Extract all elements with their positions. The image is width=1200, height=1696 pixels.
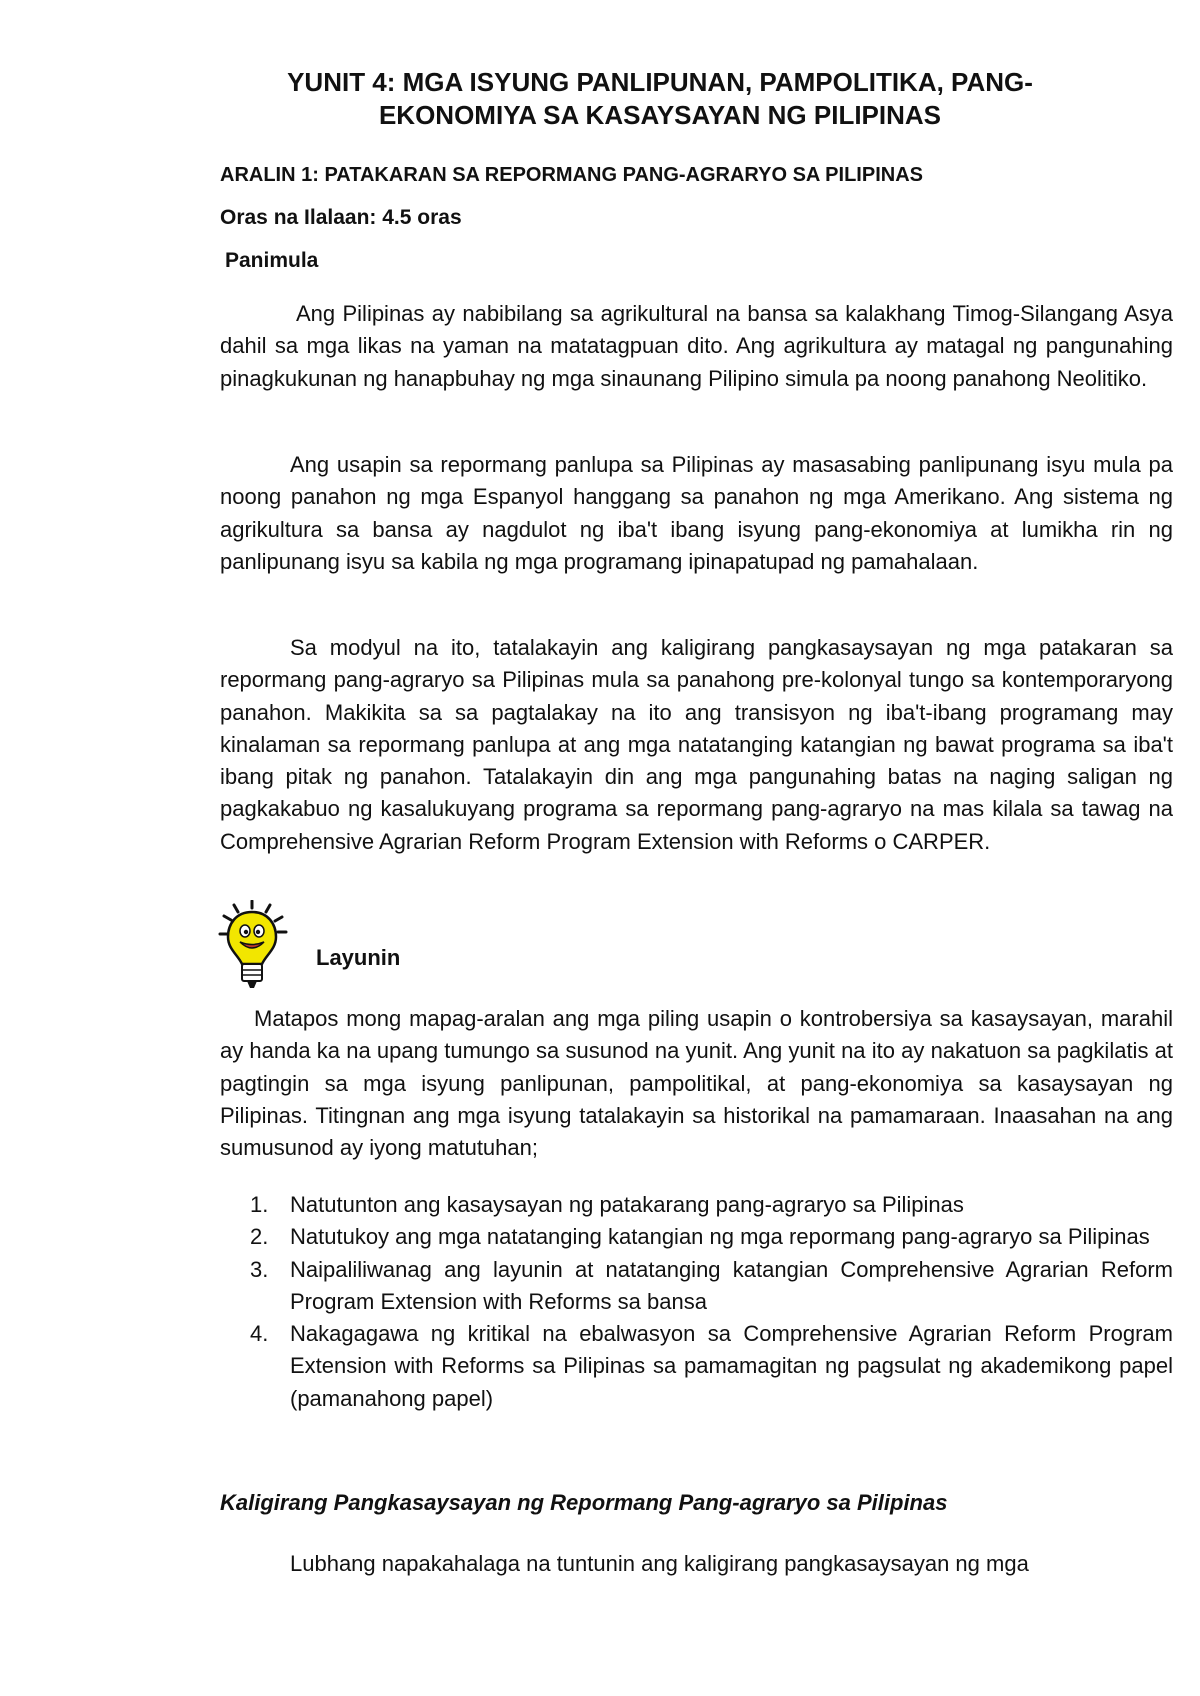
layunin-intro: Matapos mong mapag-aralan ang mga piling usapin o kontrobersiya sa kasaysayan, marahil ay handa ka na upang tumungo sa susunod na yunit. Ang yunit na ito ay nakatuon sa pagkilatis at pagtingin sa mga isyung panlipunan, pampolitikal, at pang-ekonomiya sa kasaysayan ng Pilipinas. Titingnan ang mga isyung tatalakayin sa historikal na pamamaraan. Inaasahan na ang sumusunod ay iyong matutuhan; <box>220 1006 1173 1161</box>
list-item: 2. Natutukoy ang mga natatanging katangian ng mga repormang pang-agraryo sa Pilipinas <box>250 1224 1150 1250</box>
kaligiran-paragraph: Lubhang napakahalaga na tuntunin ang kaligirang pangkasaysayan ng mga <box>290 1551 1029 1576</box>
unit-title-line-1: YUNIT 4: MGA ISYUNG PANLIPUNAN, PAMPOLITIKA, PANG- <box>287 67 1033 97</box>
list-item: 1. Natutunton ang kasaysayan ng patakarang pang-agraryo sa Pilipinas <box>250 1192 964 1217</box>
panimula-paragraph-3: Sa modyul na ito, tatalakayin ang kaligirang pangkasaysayan ng mga patakaran sa repormang pang-agraryo sa Pilipinas mula sa panahong pre-kolonyal tungo sa kontemporaryong panahon. Makikita sa sa pagtalakay na ito ang transisyon ng iba't-ibang programang may kinalaman sa repormang panlupa at ang mga natatanging katangian ng bawat programa sa iba't ibang pitak ng panahon. Tatalakayin din ang mga pangunahing batas na naging saligan ng pagkakabuo ng kasalukuyang programa sa repormang pang-agraryo na mas kilala sa tawag na Comprehensive Agrarian Reform Program Extension with Reforms o CARPER. <box>220 635 1173 854</box>
unit-title <box>200 66 1120 132</box>
unit-title-line-2: EKONOMIYA SA KASAYSAYAN NG PILIPINAS <box>378 100 942 130</box>
list-item: 4. Nakagagawa ng kritikal na ebalwasyon sa Comprehensive Agrarian Reform Program Extension with Reforms sa Pilipinas sa pamamagitan ng pagsulat ng akademikong papel (pamanahong papel) <box>250 1321 1173 1411</box>
allotted-time: Oras na Ilalaan: 4.5 oras <box>220 206 462 229</box>
objectives-list <box>250 1189 1173 1415</box>
kaligiran-heading: Kaligirang Pangkasaysayan ng Repormang Pang-agraryo sa Pilipinas <box>220 1490 948 1515</box>
lightbulb-icon <box>218 900 296 992</box>
lesson-title: ARALIN 1: PATAKARAN SA REPORMANG PANG-AGRARYO SA PILIPINAS <box>220 164 923 186</box>
panimula-paragraph-1: Ang Pilipinas ay nabibilang sa agrikultural na bansa sa kalakhang Timog-Silangang Asya dahil sa mga likas na yaman na matatagpuan dito. Ang agrikultura ay matagal ng pangunahing pinagkukunan ng hanapbuhay ng mga sinaunang Pilipino simula pa noong panahong Neolitiko. <box>220 301 1173 391</box>
panimula-paragraph-2: Ang usapin sa repormang panlupa sa Pilipinas ay masasabing panlipunang isyu mula pa noong panahon ng mga Espanyol hanggang sa panahon ng mga Amerikano. Ang sistema ng agrikultura sa bansa ay nagdulot ng iba't ibang isyung pang-ekonomiya at lumikha rin ng panlipunang isyu sa kabila ng mga programang ipinapatupad ng pamahalaan. <box>220 452 1173 574</box>
panimula-heading: Panimula <box>225 249 319 272</box>
list-item: 3. Naipaliliwanag ang layunin at natatanging katangian Comprehensive Agrarian Reform Program Extension with Reforms sa bansa <box>250 1256 1173 1314</box>
layunin-heading: Layunin <box>316 945 401 970</box>
